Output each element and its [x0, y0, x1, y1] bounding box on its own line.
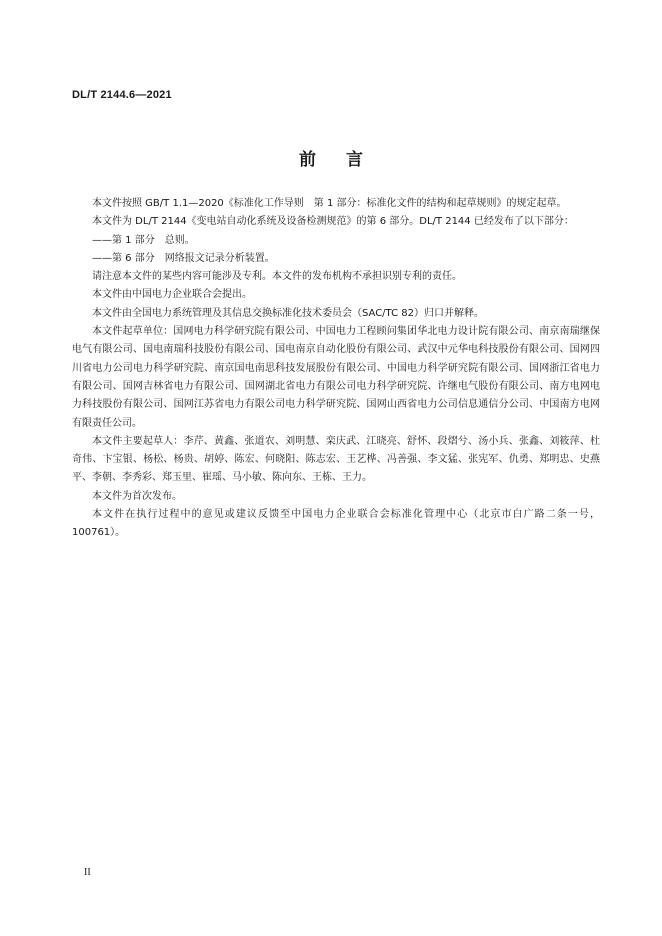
paragraph-first-release: 本文件为首次发布。 [92, 490, 182, 502]
paragraph-committee: 本文件由全国电力系统管理及其信息交换标准化技术委员会（SAC/TC 82）归口并解释。 [92, 307, 484, 319]
paragraph-part-intro: 本文件为 DL/T 2144《变电站自动化系统及设备检测规范》的第 6 部分。DL/T 2144 已经发布了以下部分： [92, 216, 574, 228]
paragraph-proposer: 本文件由中国电力企业联合会提出。 [92, 289, 252, 301]
paragraph-drafting-units: 本文件起草单位：国网电力科学研究院有限公司、中国电力工程顾问集团华北电力设计院有限公司、南京南瑞继保电气有限公司、国电南瑞科技股份有限公司、国电南京自动化股份有限公司、武汉中元华电科技股份有限公司、国网四川省电力公司电力科学研究院、南京国电南思科技发展股份有限公司、中国电力科学研究院有限公司、国网浙江省电力有限公司、国网吉林省电力有限公司、国网湖北省电力有限公司电力科学研究院、许继电气股份有限公司、南方电网电力科技股份有限公司、国网江苏省电力有限公司电力科学研究院、国网山西省电力公司信息通信分公司、中国南方电网有限责任公司。 [72, 326, 600, 429]
paragraph-feedback: 本文件在执行过程中的意见或建议反馈至中国电力企业联合会标准化管理中心（北京市白广路二条一号，100761）。 [72, 509, 600, 539]
paragraph-patent-notice: 请注意本文件的某些内容可能涉及专利。本文件的发布机构不承担识别专利的责任。 [92, 271, 462, 283]
list-item-part-6: ——第 6 部分 网络报文记录分析装置。 [92, 252, 275, 264]
paragraph-drafting-rules: 本文件按照 GB/T 1.1—2020《标准化工作导则 第 1 部分：标准化文件的结构和起草规则》的规定起草。 [92, 198, 567, 209]
paragraph-drafters: 本文件主要起草人：李芹、黄鑫、张道农、刘明慧、栾庆武、江晓亮、舒怀、段熠兮、汤小兵、张鑫、刘筱萍、杜奇伟、卞宝银、杨松、杨贵、胡婷、陈宏、何晓阳、陈志宏、王艺桦、冯善强、李文猛、张宪军、仇勇、郑明忠、史燕平、李朝、李秀彩、郑玉里、崔瑶、马小敏、陈向东、王栋、王力。 [72, 435, 600, 484]
foreword-body [72, 195, 600, 543]
list-item-part-1: ——第 1 部分 总则。 [92, 234, 195, 246]
page-title: 前言 [299, 150, 393, 170]
standard-code: DL/T 2144.6—2021 [72, 89, 172, 101]
page-number: II [84, 867, 91, 878]
